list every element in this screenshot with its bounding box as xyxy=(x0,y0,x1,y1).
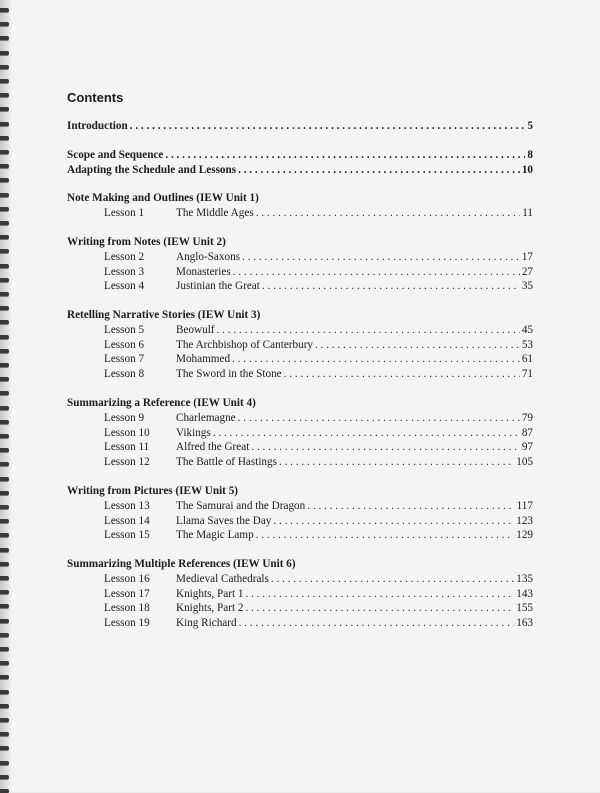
dot-leader xyxy=(233,265,520,280)
binding-coil xyxy=(0,590,9,594)
binding-coil xyxy=(0,675,9,679)
lesson-entry[interactable] xyxy=(67,338,533,353)
binding-coil xyxy=(0,36,9,40)
dot-leader xyxy=(284,367,520,382)
lesson-entry[interactable] xyxy=(67,601,533,616)
page-number: 155 xyxy=(516,602,533,615)
binding-coil xyxy=(0,193,9,197)
page-number: 97 xyxy=(521,441,533,454)
dot-leader xyxy=(245,587,514,602)
section-heading[interactable] xyxy=(67,191,533,206)
binding-coil xyxy=(0,462,9,466)
section-title: Summarizing Multiple References (IEW Unit 6) xyxy=(67,558,296,570)
page-number: 163 xyxy=(516,616,533,629)
binding-coil xyxy=(0,775,9,779)
page-number: 27 xyxy=(521,265,533,278)
lesson-number: Lesson 7 xyxy=(104,353,145,366)
dot-leader xyxy=(251,440,520,455)
section-heading[interactable] xyxy=(67,235,533,250)
lesson-number: Lesson 12 xyxy=(104,455,150,468)
page-number: 79 xyxy=(521,412,533,424)
binding-coil xyxy=(0,633,9,637)
toc-entry[interactable] xyxy=(67,119,533,134)
binding-coil xyxy=(0,235,9,239)
binding-coil xyxy=(0,22,9,26)
page-number: 11 xyxy=(522,207,533,219)
binding-coil xyxy=(0,690,9,694)
binding-coil xyxy=(0,164,9,168)
dot-leader xyxy=(213,426,520,441)
lesson-number: Lesson 11 xyxy=(104,441,150,454)
page-number: 117 xyxy=(516,500,533,512)
binding-coil xyxy=(0,93,9,97)
lesson-title: Vikings xyxy=(176,426,211,439)
lesson-title: Beowulf xyxy=(176,324,215,336)
lesson-entry[interactable] xyxy=(67,587,533,602)
binding-coil xyxy=(0,391,9,395)
binding-coil xyxy=(0,448,9,452)
lesson-number: Lesson 4 xyxy=(104,280,145,293)
binding-coil xyxy=(0,548,9,552)
section-heading[interactable] xyxy=(67,484,533,499)
binding-coil xyxy=(0,363,9,367)
section-heading[interactable] xyxy=(67,557,533,572)
section-title: Retelling Narrative Stories (IEW Unit 3) xyxy=(67,309,261,321)
binding-coil xyxy=(0,65,9,69)
lesson-title: The Battle of Hastings xyxy=(176,455,277,468)
page-number: 87 xyxy=(521,426,533,439)
binding-coil xyxy=(0,292,9,296)
binding-coil xyxy=(0,718,9,722)
lesson-title: The Archbishop of Canterbury xyxy=(176,338,314,351)
dot-leader xyxy=(271,572,514,587)
page-number: 123 xyxy=(516,514,533,527)
lesson-title: Monasteries xyxy=(176,265,231,278)
lesson-entry[interactable] xyxy=(67,367,533,382)
lesson-number: Lesson 1 xyxy=(104,207,145,219)
lesson-entry[interactable] xyxy=(67,455,533,470)
lesson-title: Alfred the Great xyxy=(176,441,250,454)
binding-coil xyxy=(0,434,9,438)
lesson-title: Medieval Cathedrals xyxy=(176,573,269,585)
lesson-title: Charlemagne xyxy=(176,412,236,424)
binding-coil xyxy=(0,264,9,268)
binding-coil xyxy=(0,761,9,765)
page-number: 5 xyxy=(527,120,533,132)
lesson-title: The Samurai and the Dragon xyxy=(176,500,306,512)
lesson-entry[interactable] xyxy=(67,440,533,455)
lesson-title: Knights, Part 1 xyxy=(176,587,244,600)
binding-coil xyxy=(0,8,9,12)
lesson-number: Lesson 3 xyxy=(104,265,145,278)
lesson-title: Mohammed xyxy=(176,353,231,366)
binding-coil xyxy=(0,349,9,353)
binding-coil xyxy=(0,491,9,495)
entry-title: Adapting the Schedule and Lessons xyxy=(67,164,237,176)
lesson-entry[interactable] xyxy=(67,279,533,294)
lesson-number: Lesson 2 xyxy=(104,251,145,263)
binding-coil xyxy=(0,704,9,708)
page-title: Contents xyxy=(67,90,124,105)
lesson-title: The Middle Ages xyxy=(176,207,254,219)
lesson-entry[interactable] xyxy=(67,411,533,426)
lesson-entry[interactable] xyxy=(67,514,533,529)
entry-title: Scope and Sequence xyxy=(67,149,164,161)
lesson-title: The Sword in the Stone xyxy=(176,367,282,380)
lesson-number: Lesson 6 xyxy=(104,338,145,351)
binding-coil xyxy=(0,562,9,566)
entry-title: Introduction xyxy=(67,120,128,132)
dot-leader xyxy=(262,279,520,294)
dot-leader xyxy=(238,411,520,426)
binding-coil xyxy=(0,420,9,424)
dot-leader xyxy=(232,352,520,367)
binding-coil xyxy=(0,178,9,182)
lesson-entry[interactable] xyxy=(67,426,533,441)
lesson-entry[interactable] xyxy=(67,250,533,265)
binding-coil xyxy=(0,122,9,126)
lesson-entry[interactable] xyxy=(67,499,533,514)
page-number: 53 xyxy=(521,338,533,351)
page-number: 143 xyxy=(516,587,533,600)
dot-leader xyxy=(130,119,526,134)
section-heading[interactable] xyxy=(67,308,533,323)
lesson-number: Lesson 16 xyxy=(104,573,150,585)
lesson-number: Lesson 9 xyxy=(104,412,145,424)
binding-coil xyxy=(0,51,9,55)
lesson-title: Llama Saves the Day xyxy=(176,514,272,527)
dot-leader xyxy=(239,616,515,631)
binding-coil xyxy=(0,320,9,324)
lesson-entry[interactable] xyxy=(67,352,533,367)
page-number: 17 xyxy=(521,251,533,263)
lesson-number: Lesson 13 xyxy=(104,500,150,512)
binding-coil xyxy=(0,150,9,154)
section-title: Writing from Notes (IEW Unit 2) xyxy=(67,236,226,248)
binding-coil xyxy=(0,661,9,665)
dot-leader xyxy=(165,148,525,163)
lesson-entry[interactable] xyxy=(67,265,533,280)
lesson-title: The Magic Lamp xyxy=(176,529,254,542)
section-title: Summarizing a Reference (IEW Unit 4) xyxy=(67,397,256,409)
dot-leader xyxy=(307,499,514,514)
binding-coil xyxy=(0,406,9,410)
dot-leader xyxy=(217,323,520,338)
dot-leader xyxy=(238,163,520,178)
toc-entry[interactable] xyxy=(67,163,533,178)
page-number: 35 xyxy=(521,280,533,293)
lesson-entry[interactable] xyxy=(67,323,533,338)
binding-coil xyxy=(0,306,9,310)
dot-leader xyxy=(273,514,514,529)
dot-leader xyxy=(245,601,514,616)
dot-leader xyxy=(279,455,514,470)
lesson-title: Justinian the Great xyxy=(176,280,260,293)
binding-coil xyxy=(0,477,9,481)
binding-coil xyxy=(0,519,9,523)
binding-coil xyxy=(0,278,9,282)
binding-coil xyxy=(0,136,9,140)
lesson-entry[interactable] xyxy=(67,206,533,221)
binding-coil xyxy=(0,249,9,253)
binding-coil xyxy=(0,576,9,580)
dot-leader xyxy=(256,528,515,543)
binding-coil xyxy=(0,732,9,736)
lesson-title: Knights, Part 2 xyxy=(176,602,244,615)
binding-coil xyxy=(0,79,9,83)
section-title: Note Making and Outlines (IEW Unit 1) xyxy=(67,192,259,204)
lesson-number: Lesson 15 xyxy=(104,529,150,542)
lesson-number: Lesson 17 xyxy=(104,587,150,600)
lesson-number: Lesson 8 xyxy=(104,367,145,380)
binding-coil xyxy=(0,221,9,225)
lesson-entry[interactable] xyxy=(67,572,533,587)
binding-coil xyxy=(0,505,9,509)
page-number: 105 xyxy=(516,455,533,468)
lesson-number: Lesson 19 xyxy=(104,616,150,629)
page-number: 135 xyxy=(516,573,533,585)
binding-coil xyxy=(0,207,9,211)
page-number: 45 xyxy=(521,324,533,336)
binding-coil xyxy=(0,789,9,793)
binding-coil xyxy=(0,533,9,537)
lesson-title: Anglo-Saxons xyxy=(176,251,241,263)
page-number: 8 xyxy=(527,149,533,161)
dot-leader xyxy=(242,250,520,265)
page-number: 129 xyxy=(516,529,533,542)
binding-coil xyxy=(0,377,9,381)
binding-coil xyxy=(0,647,9,651)
page-number: 71 xyxy=(521,367,533,380)
lesson-number: Lesson 18 xyxy=(104,602,150,615)
lesson-number: Lesson 5 xyxy=(104,324,145,336)
lesson-entry[interactable] xyxy=(67,616,533,631)
section-title: Writing from Pictures (IEW Unit 5) xyxy=(67,485,239,497)
lesson-entry[interactable] xyxy=(67,528,533,543)
binding-coil xyxy=(0,604,9,608)
spiral-binding xyxy=(0,0,12,792)
dot-leader xyxy=(256,206,521,221)
lesson-number: Lesson 14 xyxy=(104,514,150,527)
page-number: 10 xyxy=(521,164,533,176)
binding-coil xyxy=(0,107,9,111)
dot-leader xyxy=(315,338,520,353)
binding-coil xyxy=(0,335,9,339)
lesson-number: Lesson 10 xyxy=(104,426,150,439)
binding-coil xyxy=(0,619,9,623)
toc-entry[interactable] xyxy=(67,148,533,163)
section-heading[interactable] xyxy=(67,396,533,411)
lesson-title: King Richard xyxy=(176,616,237,629)
page-number: 61 xyxy=(521,353,533,366)
binding-coil xyxy=(0,746,9,750)
